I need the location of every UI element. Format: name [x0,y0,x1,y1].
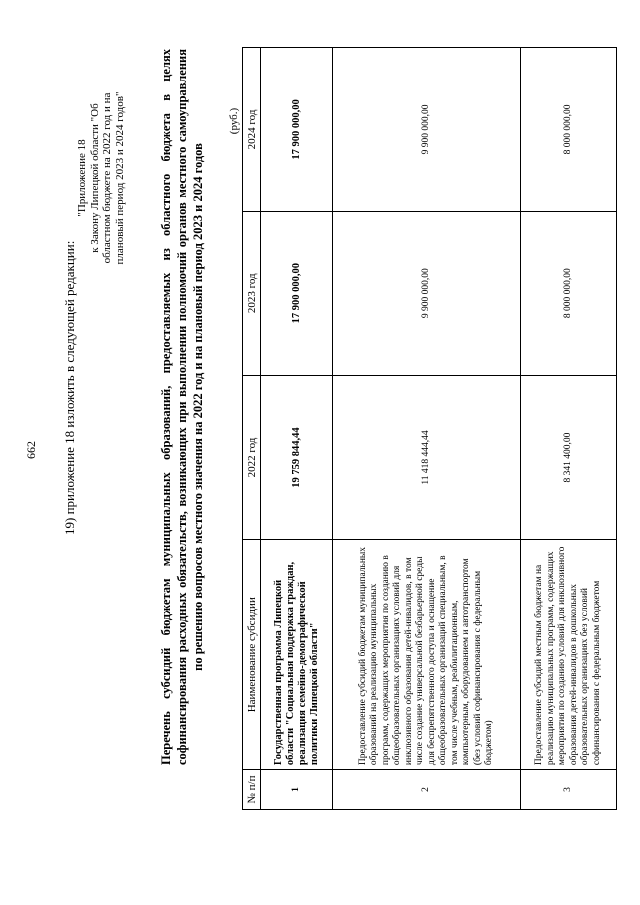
amount-2023: 9 900 000,00 [333,211,521,375]
amount-2022: 8 341 400,00 [521,375,617,540]
subsidy-name: Предоставление субсидий бюджетам муниципальных образований на реализацию муниципальных программ, содержащих мероприятия по созданию в общеобразовательных организациях условий для инклюзивного образования детей-инвалидов, в том числе создание универсальной безбарьерной среды для беспрепятственного доступа и оснащение общеобразовательных организаций специальным, в том числе учебным, реабилитационным, компьютерным, оборудованием и автотранспортом (без условий софинансирования с федеральным бюджетом) [333,540,521,770]
appendix-line-3: областном бюджете на 2022 год и на [101,92,113,264]
amount-2022: 19 759 844,44 [261,375,333,540]
header-2022: 2022 год [243,375,261,540]
amount-2024: 9 900 000,00 [333,48,521,212]
subsidy-name: Государственная программа Липецкой области "Социальная поддержка граждан, реализация семейно-демографической политики Липецкой области" [261,540,333,770]
row-number: 3 [521,770,617,810]
appendix-line-2: к Закону Липецкой области "Об [88,103,101,253]
amount-2024: 8 000 000,00 [521,48,617,212]
intro-text: 19) приложение 18 изложить в следующей редакции: [62,240,77,535]
document-title: Перечень субсидий бюджетам муниципальных образований, предоставляемых из областного бюджета в целях софинансирования расходных обязательств, возникающих при выполнении полномочий органов местного самоуправления по решению вопросов местного значения на 2022 год и на плановый период 2023 и 2024 годов [159,49,205,765]
amount-2023: 8 000 000,00 [521,211,617,375]
header-name: Наименование субсидии [243,540,261,770]
table-header-row [243,48,261,810]
amount-2022: 11 418 444,44 [333,375,521,540]
header-2024: 2024 год [243,48,261,212]
table-row [333,48,521,810]
amount-2024: 17 900 000,00 [261,48,333,212]
unit-label: (руб.) [228,107,240,135]
table-row [521,48,617,810]
header-num: № п/п [243,770,261,810]
header-2023: 2023 год [243,211,261,375]
appendix-note [76,68,126,288]
appendix-line-4: плановый период 2023 и 2024 годов" [113,91,126,265]
amount-2023: 17 900 000,00 [261,211,333,375]
subsidies-table [242,47,617,810]
table-row [261,48,333,810]
page-number: 662 [24,441,38,459]
subsidy-name: Предоставление субсидий местным бюджетам на реализацию муниципальных программ, содержащих мероприятия по созданию условий для инклюзивного образования детей-инвалидов в дошкольных образовательных организациях без условий софинансирования с федеральным бюджетом [521,540,617,770]
row-number: 1 [261,770,333,810]
row-number: 2 [333,770,521,810]
appendix-line-1: "Приложение 18 [76,139,88,217]
